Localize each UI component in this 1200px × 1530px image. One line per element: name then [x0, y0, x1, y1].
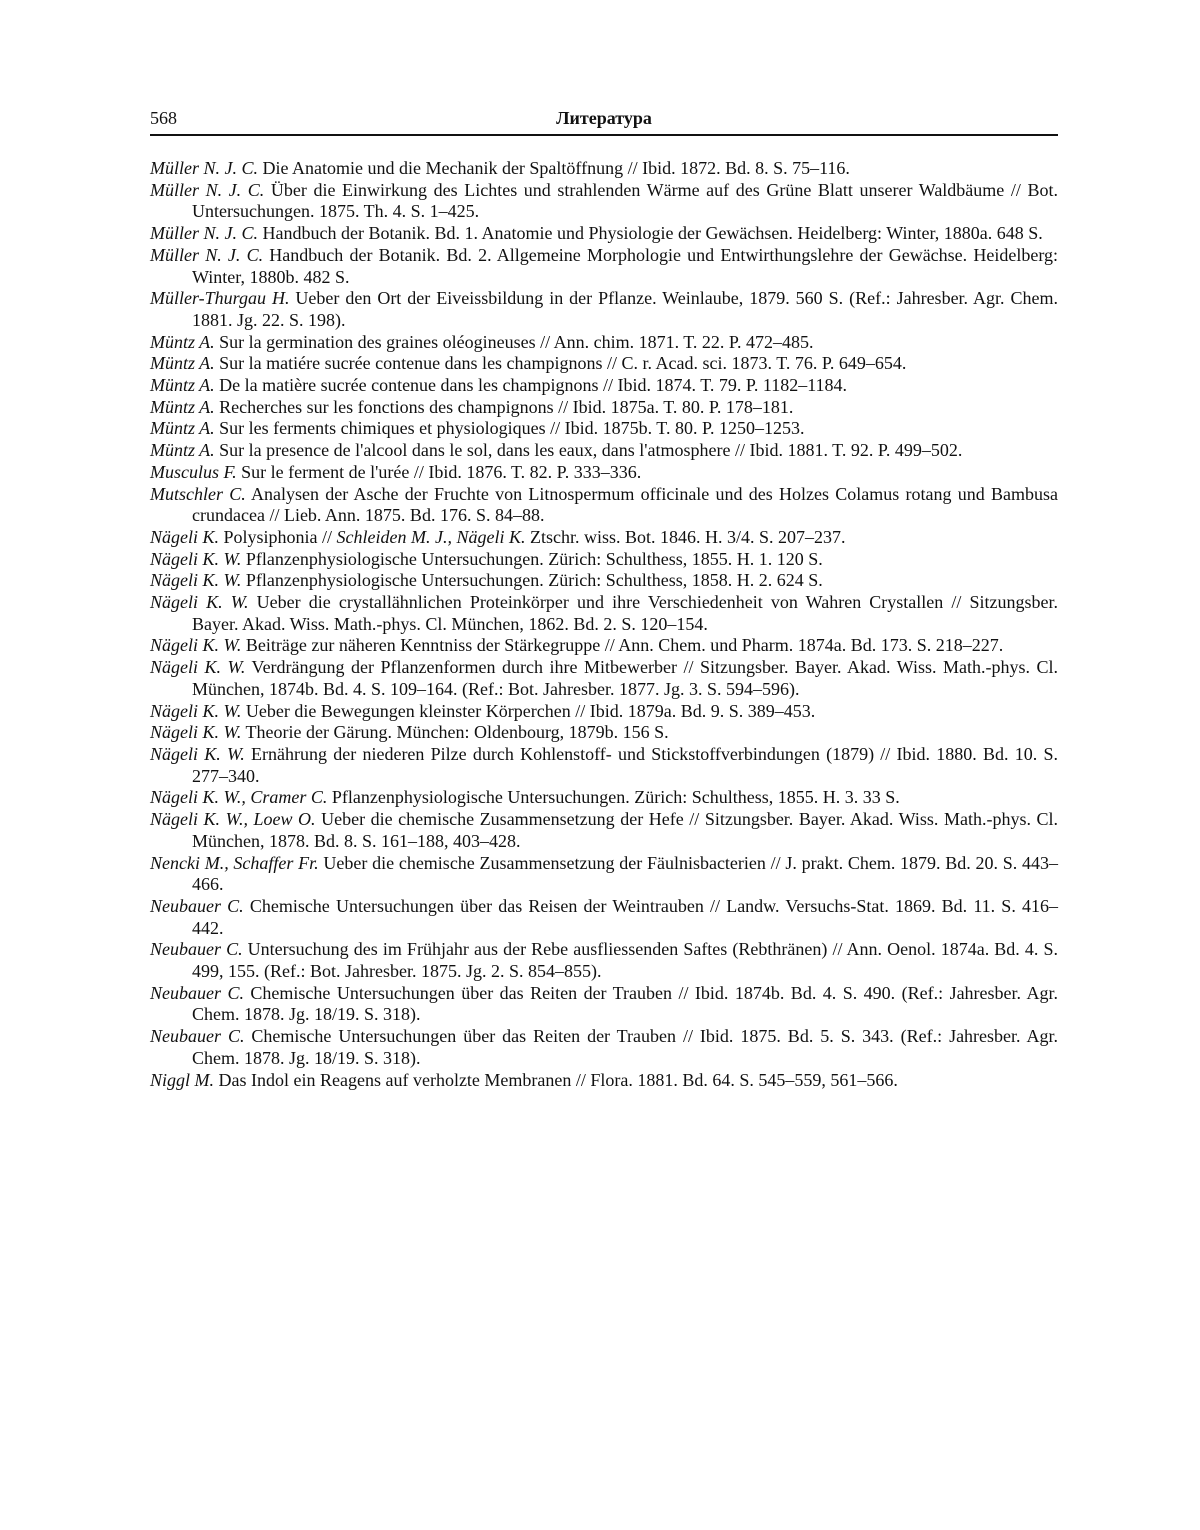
entry-text: Theorie der Gärung. München: Oldenbourg, 1879b. 156 S. [241, 722, 668, 742]
entry-author: Müller-Thurgau H. [150, 288, 289, 308]
entry-text: Die Anatomie und die Mechanik der Spaltöffnung // Ibid. 1872. Bd. 8. S. 75–116. [258, 158, 850, 178]
bibliography-entry [150, 853, 1058, 896]
entry-text: Ueber die Bewegungen kleinster Körperchen // Ibid. 1879a. Bd. 9. S. 389–453. [241, 701, 815, 721]
entry-text: Untersuchung des im Frühjahr aus der Rebe ausfliessenden Saftes (Rebthränen) // Ann. Oenol. 1874a. Bd. 4. S. 499, 155. (Ref.: Bot. Jahresber. 1875. Jg. 2. S. 854–855). [192, 939, 1058, 981]
bibliography-entry [150, 983, 1058, 1026]
bibliography-entry [150, 744, 1058, 787]
entry-text: Sur le ferment de l'urée // Ibid. 1876. T. 82. P. 333–336. [237, 462, 642, 482]
entry-text: Pflanzenphysiologische Untersuchungen. Zürich: Schulthess, 1858. H. 2. 624 S. [241, 570, 822, 590]
entry-author: Neubauer C. [150, 896, 244, 916]
entry-text: Pflanzenphysiologische Untersuchungen. Zürich: Schulthess, 1855. H. 3. 33 S. [327, 787, 899, 807]
bibliography-entry [150, 635, 1058, 657]
bibliography-entry [150, 397, 1058, 419]
entry-text: Ueber die crystallähnlichen Proteinkörper und ihre Verschiedenheit von Wahren Crystallen // Sitzungsber. Bayer. Akad. Wiss. Math.-phys. Cl. München, 1862. Bd. 2. S. 120–154. [192, 592, 1058, 634]
bibliography-entry [150, 375, 1058, 397]
entry-author: Nägeli K. W. [150, 657, 245, 677]
entry-text: Das Indol ein Reagens auf verholzte Membranen // Flora. 1881. Bd. 64. S. 545–559, 561–566. [214, 1070, 898, 1090]
entry-author: Niggl M. [150, 1070, 214, 1090]
bibliography-entry [150, 722, 1058, 744]
entry-author: Nencki M., Schaffer Fr. [150, 853, 319, 873]
bibliography-entry [150, 288, 1058, 331]
entry-author: Müntz A. [150, 332, 215, 352]
entry-text: Pflanzenphysiologische Untersuchungen. Zürich: Schulthess, 1855. H. 1. 120 S. [241, 549, 822, 569]
entry-text: De la matière sucrée contenue dans les champignons // Ibid. 1874. T. 79. P. 1182–1184. [215, 375, 847, 395]
bibliography-entry [150, 484, 1058, 527]
bibliography-entry [150, 592, 1058, 635]
entry-author: Musculus F. [150, 462, 237, 482]
entry-text: Recherches sur les fonctions des champignons // Ibid. 1875a. T. 80. P. 178–181. [215, 397, 794, 417]
bibliography-entry [150, 158, 1058, 180]
entry-author: Nägeli K. W. [150, 549, 241, 569]
bibliography-entry [150, 1070, 1058, 1092]
entry-text: Handbuch der Botanik. Bd. 1. Anatomie und Physiologie der Gewächsen. Heidelberg: Winter, 1880a. 648 S. [258, 223, 1043, 243]
entry-text: Chemische Untersuchungen über das Reiten der Trauben // Ibid. 1874b. Bd. 4. S. 490. (Ref.: Jahresber. Agr. Chem. 1878. Jg. 18/19. S. 318). [192, 983, 1058, 1025]
entry-author: Schleiden M. J., Nägeli K. [337, 527, 526, 547]
entry-author: Mutschler C. [150, 484, 246, 504]
entry-author: Müntz A. [150, 418, 215, 438]
page-header [150, 100, 1058, 136]
entry-author: Neubauer C. [150, 1026, 244, 1046]
entry-text: Ueber den Ort der Eiveissbildung in der Pflanze. Weinlaube, 1879. 560 S. (Ref.: Jahresber. Agr. Chem. 1881. Jg. 22. S. 198). [192, 288, 1058, 330]
bibliography-entry [150, 440, 1058, 462]
bibliography-entry [150, 353, 1058, 375]
entry-author: Nägeli K. [150, 527, 219, 547]
bibliography-entry [150, 701, 1058, 723]
entry-text: Sur les ferments chimiques et physiologiques // Ibid. 1875b. T. 80. P. 1250–1253. [215, 418, 805, 438]
entry-text: Chemische Untersuchungen über das Reiten der Trauben // Ibid. 1875. Bd. 5. S. 343. (Ref.: Jahresber. Agr. Chem. 1878. Jg. 18/19. S. 318). [192, 1026, 1058, 1068]
entry-text: Ueber die chemische Zusammensetzung der Fäulnisbacterien // J. prakt. Chem. 1879. Bd. 20. S. 443–466. [192, 853, 1058, 895]
entry-author: Nägeli K. W., Cramer C. [150, 787, 327, 807]
entry-text: Sur la presence de l'alcool dans le sol, dans les eaux, dans l'atmosphere // Ibid. 1881. T. 92. P. 499–502. [215, 440, 963, 460]
entry-text: Verdrängung der Pflanzenformen durch ihre Mitbewerber // Sitzungsber. Bayer. Akad. Wiss. Math.-phys. Cl. München, 1874b. Bd. 4. S. 109–164. (Ref.: Bot. Jahresber. 1877. Jg. 3. S. 594–596). [192, 657, 1058, 699]
entry-author: Müntz A. [150, 375, 215, 395]
entry-author: Müller N. J. C. [150, 245, 263, 265]
bibliography-entry [150, 896, 1058, 939]
entry-author: Müller N. J. C. [150, 180, 264, 200]
bibliography-entry [150, 787, 1058, 809]
entry-author: Nägeli K. W. [150, 701, 241, 721]
bibliography-entry [150, 527, 1058, 549]
bibliography-list [150, 158, 1058, 1091]
entry-text: Sur la matiére sucrée contenue dans les champignons // C. r. Acad. sci. 1873. T. 76. P. 649–654. [215, 353, 907, 373]
bibliography-entry [150, 180, 1058, 223]
bibliography-entry [150, 418, 1058, 440]
page-title: Литература [150, 108, 1058, 129]
entry-author: Müntz A. [150, 440, 215, 460]
entry-author: Nägeli K. W., Loew O. [150, 809, 316, 829]
bibliography-entry [150, 549, 1058, 571]
entry-author: Nägeli K. W. [150, 570, 241, 590]
bibliography-entry [150, 809, 1058, 852]
entry-author: Nägeli K. W. [150, 635, 241, 655]
entry-author: Neubauer C. [150, 983, 244, 1003]
entry-author: Neubauer C. [150, 939, 243, 959]
entry-text: Polysiphonia // [219, 527, 337, 547]
entry-author: Müntz A. [150, 397, 215, 417]
bibliography-entry [150, 570, 1058, 592]
entry-text: Ueber die chemische Zusammensetzung der Hefe // Sitzungsber. Bayer. Akad. Wiss. Math.-phys. Cl. München, 1878. Bd. 8. S. 161–188, 403–428. [192, 809, 1058, 851]
entry-author: Nägeli K. W. [150, 592, 249, 612]
entry-author: Nägeli K. W. [150, 722, 241, 742]
entry-text: Beiträge zur näheren Kenntniss der Stärkegruppe // Ann. Chem. und Pharm. 1874a. Bd. 173. S. 218–227. [241, 635, 1003, 655]
entry-text: Über die Einwirkung des Lichtes und strahlenden Wärme auf des Grüne Blatt unserer Waldbäume // Bot. Untersuchungen. 1875. Th. 4. S. 1–425. [192, 180, 1058, 222]
bibliography-entry [150, 657, 1058, 700]
entry-text: Sur la germination des graines oléogineuses // Ann. chim. 1871. T. 22. P. 472–485. [215, 332, 814, 352]
entry-author: Müller N. J. C. [150, 223, 258, 243]
entry-text: Analysen der Asche der Fruchte von Litnospermum officinale und des Holzes Colamus rotang und Bambusa crundacea // Lieb. Ann. 1875. Bd. 176. S. 84–88. [192, 484, 1058, 526]
bibliography-entry [150, 332, 1058, 354]
bibliography-entry [150, 939, 1058, 982]
bibliography-entry [150, 1026, 1058, 1069]
bibliography-entry [150, 245, 1058, 288]
entry-author: Müntz A. [150, 353, 215, 373]
entry-author: Nägeli K. W. [150, 744, 245, 764]
entry-text: Ztschr. wiss. Bot. 1846. H. 3/4. S. 207–237. [526, 527, 846, 547]
entry-text: Chemische Untersuchungen über das Reisen der Weintrauben // Landw. Versuchs-Stat. 1869. Bd. 11. S. 416–442. [192, 896, 1058, 938]
entry-text: Ernährung der niederen Pilze durch Kohlenstoff- und Stickstoffverbindungen (1879) // Ibid. 1880. Bd. 10. S. 277–340. [192, 744, 1058, 786]
bibliography-entry [150, 223, 1058, 245]
entry-author: Müller N. J. C. [150, 158, 258, 178]
bibliography-entry [150, 462, 1058, 484]
page-number: 568 [150, 108, 177, 129]
entry-text: Handbuch der Botanik. Bd. 2. Allgemeine Morphologie und Entwirthungslehre der Gewächse. Heidelberg: Winter, 1880b. 482 S. [192, 245, 1058, 287]
page [150, 100, 1058, 1091]
